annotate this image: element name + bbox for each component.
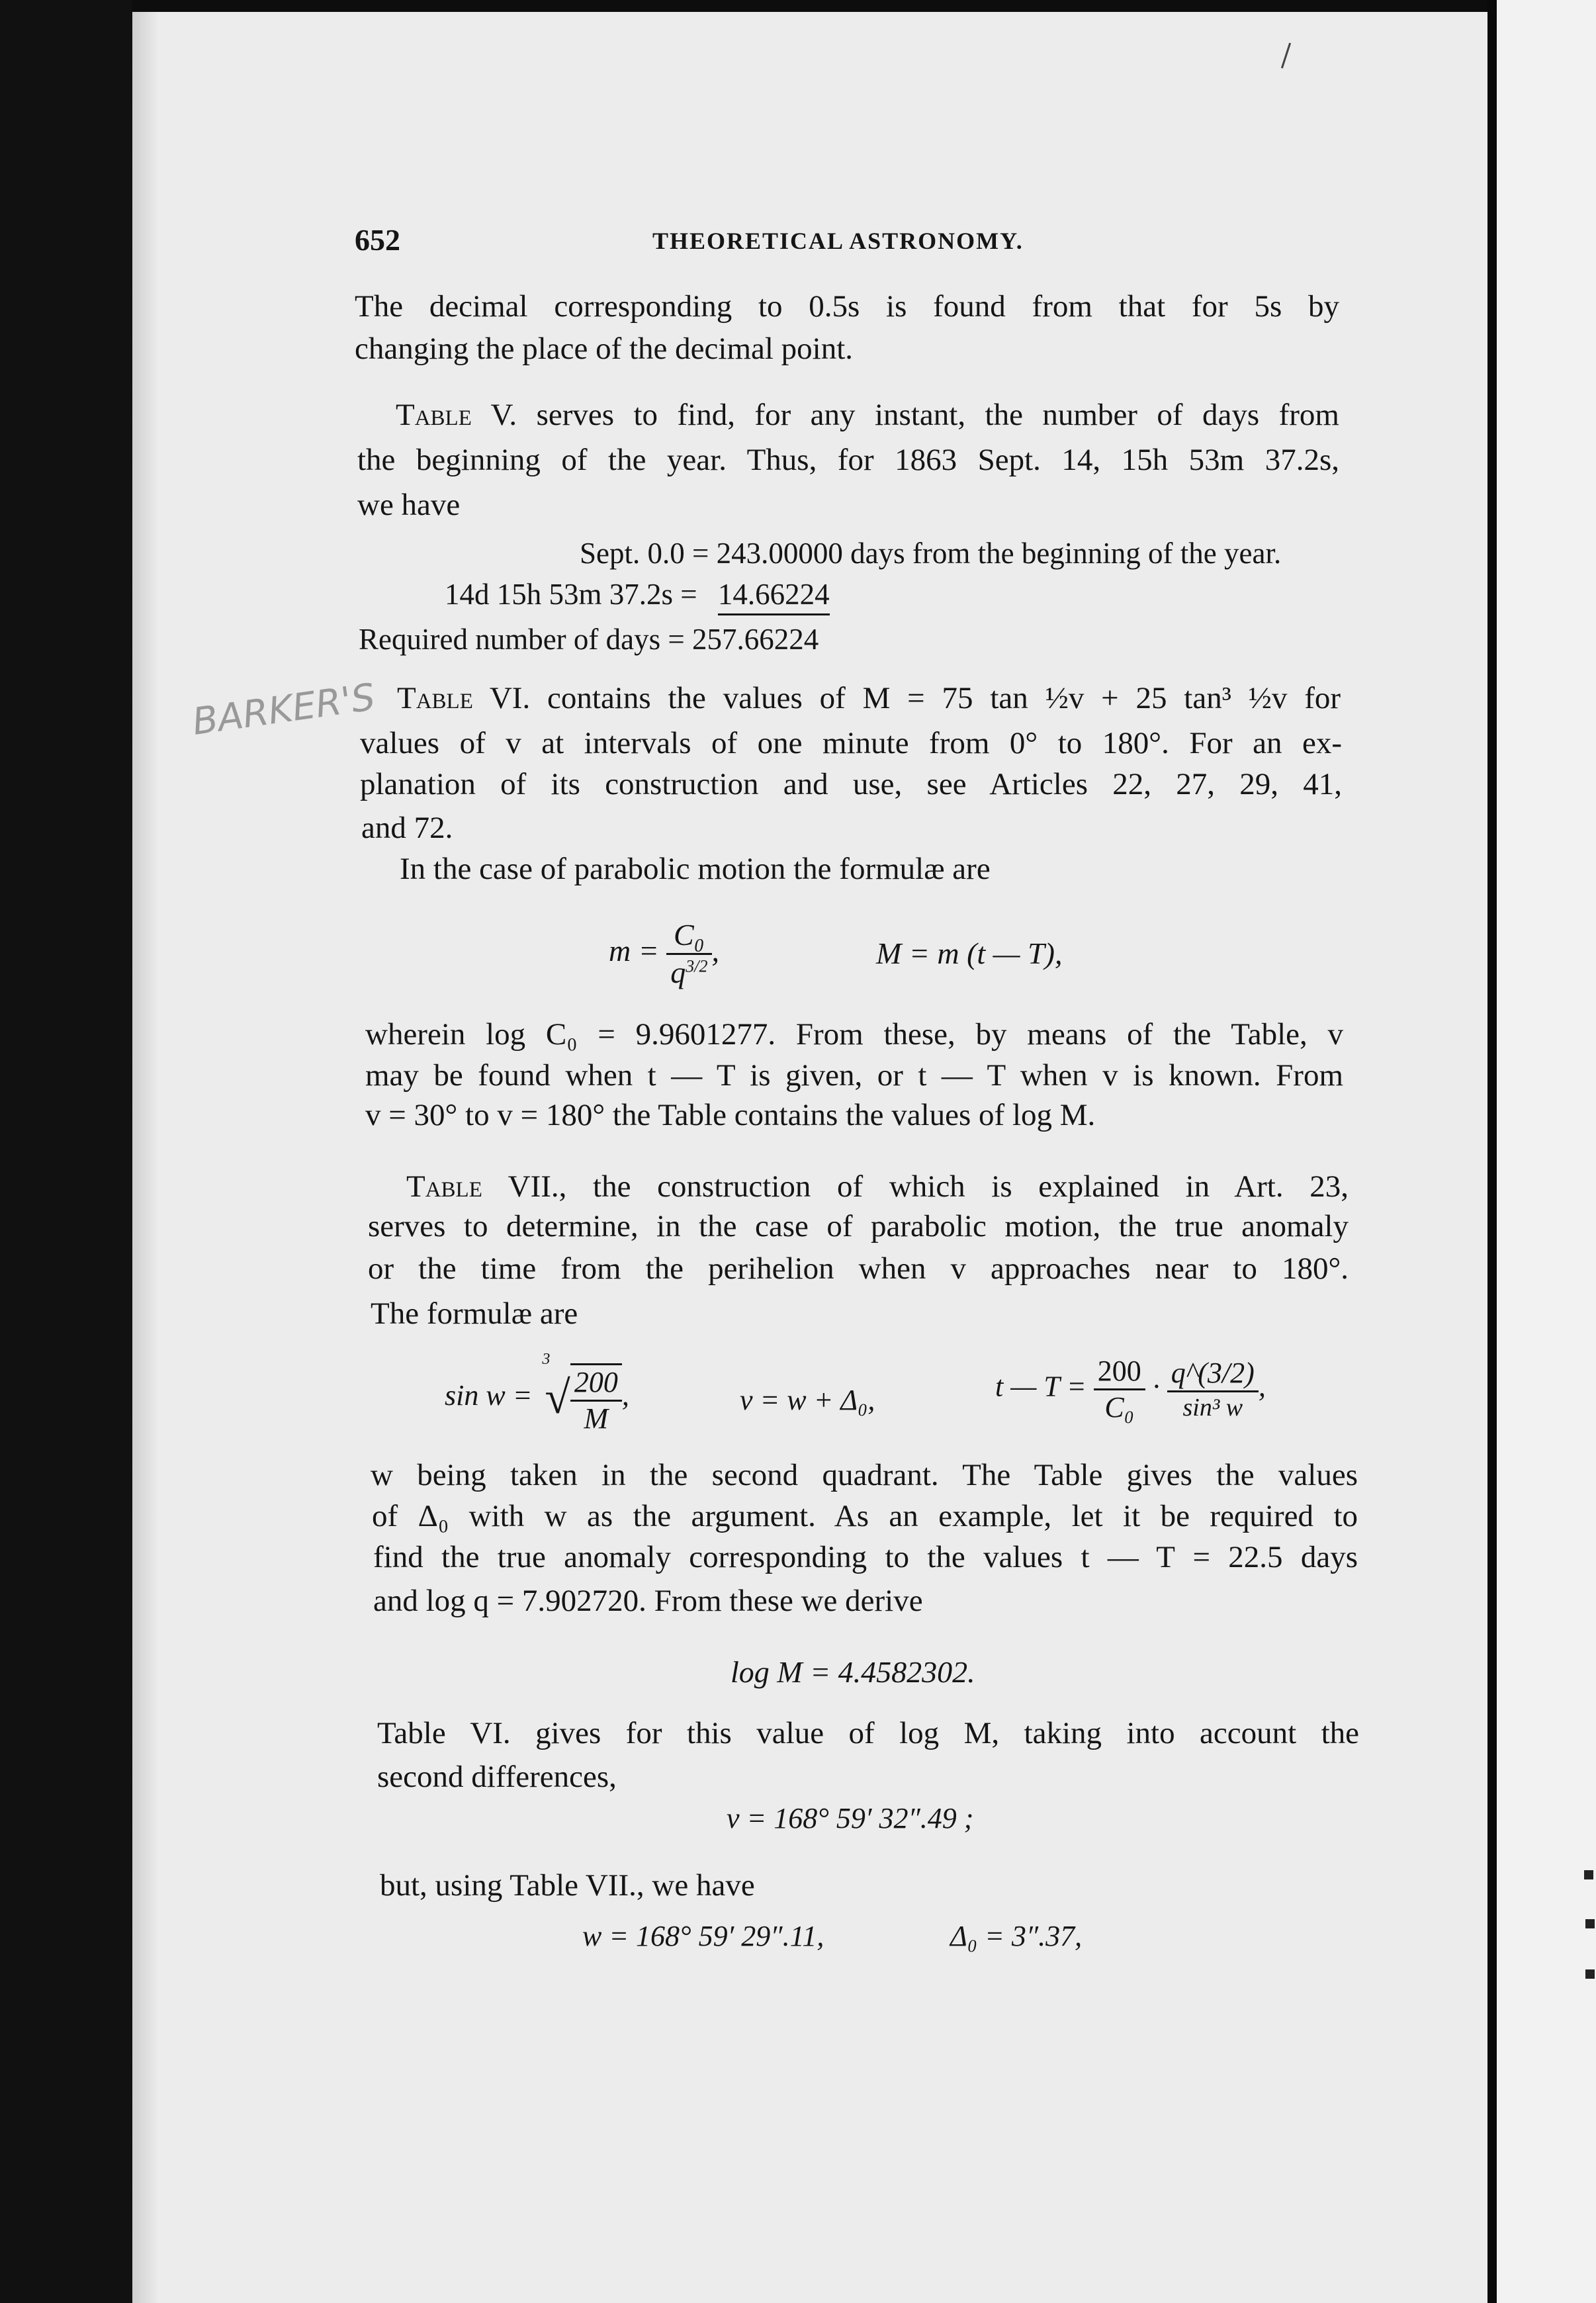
next-page-edge — [1497, 0, 1596, 2303]
paragraph-line: and log q = 7.902720. From these we derive — [373, 1584, 923, 1618]
paragraph-line: serves to determine, in the case of parabolic motion, the true anomaly — [368, 1209, 1349, 1243]
calc-row: Required number of days = 257.66224 — [359, 623, 819, 656]
paragraph-line: and 72. — [361, 811, 453, 845]
paragraph-line: values of v at intervals of one minute from 0° to 180°. For an ex- — [360, 726, 1342, 760]
paragraph-line: or the time from the perihelion when v approaches near to 180°. — [368, 1251, 1349, 1286]
equation-M: M = m (t — T), — [876, 936, 1063, 970]
paragraph-line: we have — [357, 488, 461, 522]
paragraph-line: wherein log C₀ = 9.9601277. From these, by means of the Table, v — [365, 1017, 1343, 1052]
equation-v: v = w + Δ₀, — [740, 1384, 875, 1416]
paragraph-line: w being taken in the second quadrant. The Table gives the values — [371, 1458, 1358, 1492]
paragraph-line: changing the place of the decimal point. — [355, 332, 854, 366]
cube-root: 3 √ $\frac{200}{M}$ — [545, 1363, 621, 1433]
calc-row: 14d 15h 53m 37.2s = 14.66224 — [445, 580, 830, 610]
paragraph-line: may be found when t — T is given, or t — T when v is known. From — [365, 1058, 1343, 1093]
paragraph-line: The decimal corresponding to 0.5s is found from that for 5s by — [355, 289, 1339, 324]
page-spine-edge — [1487, 0, 1497, 2303]
equation-t-minus-T: t — T = $\frac{200}{\text{C₀}}$ · $\frac{q\^{}(3/2)}{\text{sin³ w}}$ , — [995, 1355, 1266, 1423]
equation-delta-value: Δ₀ = 3″.37, — [950, 1920, 1083, 1952]
handwritten-margin-note: BARKER'S — [189, 675, 378, 745]
scan-top-border — [132, 0, 1497, 12]
paragraph-line: but, using Table VII., we have — [380, 1868, 755, 1903]
table-label: Table — [406, 1169, 482, 1204]
paragraph-line: Table VI. contains the values of M = 75 tan ½v + 25 tan³ ½v for — [397, 681, 1341, 715]
equation-log-M: log M = 4.4582302. — [731, 1655, 975, 1689]
equation-w-value: w = 168° 59′ 29″.11, — [582, 1920, 824, 1952]
equation-v-value: v = 168° 59′ 32″.49 ; — [727, 1802, 974, 1834]
equation-m: m = $\frac{\text{C₀}}{q^{3/2}}$ , — [609, 918, 719, 989]
paragraph-line: Table VII., the construction of which is explained in Art. 23, — [406, 1169, 1349, 1204]
page-gutter-shadow — [132, 12, 159, 2303]
paragraph-line: the beginning of the year. Thus, for 1863 Sept. 14, 15h 53m 37.2s, — [357, 443, 1339, 477]
running-title: THEORETICAL ASTRONOMY. — [652, 228, 1024, 254]
scan-speck — [1585, 1969, 1595, 1979]
scan-speck — [1585, 1919, 1595, 1928]
paragraph-line: The formulæ are — [371, 1296, 578, 1331]
fraction: $\frac{200}{\text{C₀}}$ — [1094, 1357, 1145, 1422]
paragraph-line: Table V. serves to find, for any instant, the number of days from — [396, 398, 1339, 432]
calc-value: 14.66224 — [718, 578, 830, 615]
paragraph-line: Table VI. gives for this value of log M, taking into account the — [377, 1716, 1359, 1750]
paragraph-line: second differences, — [377, 1760, 617, 1794]
equation-sin-w: sin w = 3 √ $\frac{200}{M}$ , — [445, 1351, 629, 1435]
fraction: $\frac{\text{C₀}}{q^{3/2}}$ — [666, 920, 711, 988]
paragraph-line: planation of its construction and use, see Articles 22, 27, 29, 41, — [360, 767, 1342, 801]
fraction: $\frac{q\^{}(3/2)}{\text{sin³ w}}$ — [1167, 1359, 1259, 1420]
page-number: 652 — [355, 223, 400, 257]
scan-speck — [1584, 1870, 1593, 1879]
calc-row: Sept. 0.0 = 243.00000 days from the beginning of the year. — [580, 537, 1282, 570]
table-label: Table — [396, 398, 472, 432]
paragraph-line: of Δ₀ with w as the argument. As an example, let it be required to — [372, 1499, 1358, 1533]
fraction: $\frac{200}{M}$ — [570, 1363, 622, 1433]
table-label: Table — [397, 681, 473, 715]
paragraph-line: v = 30° to v = 180° the Table contains the values of log M. — [365, 1098, 1096, 1132]
paragraph-line: In the case of parabolic motion the formulæ are — [400, 852, 991, 886]
calc-value: 257.66224 — [692, 623, 819, 656]
paragraph-line: find the true anomaly corresponding to the values t — T = 22.5 days — [373, 1540, 1358, 1574]
